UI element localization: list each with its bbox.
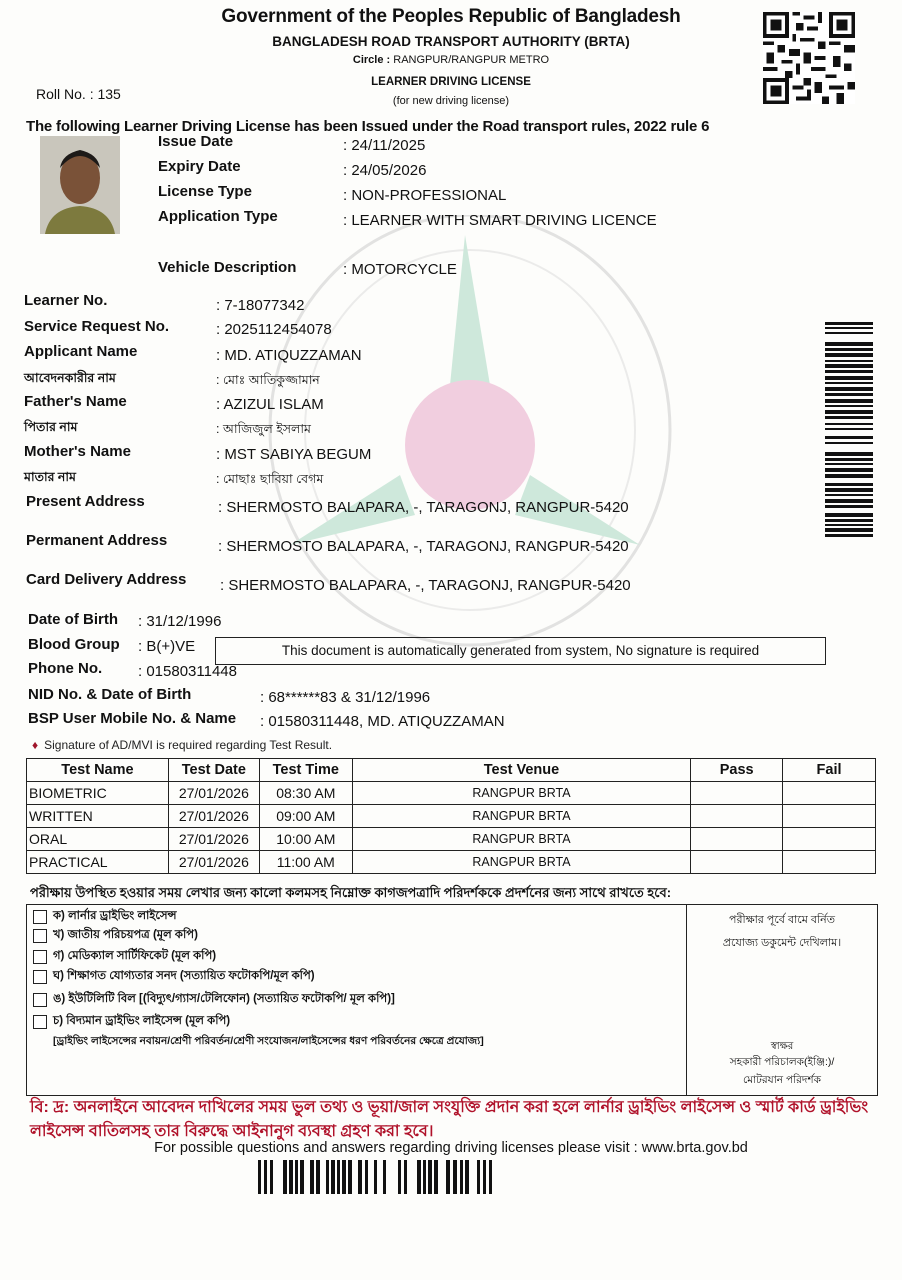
test-venue: RANGPUR BRTA bbox=[352, 828, 690, 851]
fail-cell bbox=[783, 805, 876, 828]
license-type-label: License Type bbox=[158, 183, 252, 200]
nid-value: : 68******83 & 31/12/1996 bbox=[260, 689, 431, 706]
test-schedule-table bbox=[26, 758, 876, 874]
col-pass: Pass bbox=[691, 759, 783, 782]
checkbox-existing-license[interactable] bbox=[33, 1015, 47, 1029]
applicant-name-bn-label: আবেদনকারীর নাম bbox=[24, 371, 116, 385]
system-generated-notice: This document is automatically generated from system, No signature is required bbox=[215, 637, 826, 665]
doc-item-existing-license bbox=[33, 1012, 230, 1031]
mother-name-bn-label: মাতার নাম bbox=[24, 470, 76, 484]
mother-name-bn-value: : মোছাঃ ছাবিয়া বেগম bbox=[216, 472, 324, 486]
learner-no-value: : 7-18077342 bbox=[216, 297, 305, 314]
roll-label: Roll No. bbox=[36, 86, 86, 102]
blood-group-value: : B(+)VE bbox=[138, 638, 196, 655]
col-test-time: Test Time bbox=[259, 759, 352, 782]
card-delivery-address-label: Card Delivery Address bbox=[26, 571, 187, 588]
test-date: 27/01/2026 bbox=[168, 828, 259, 851]
test-name: ORAL bbox=[27, 828, 169, 851]
signature-note-text: Signature of AD/MVI is required regarding Test Result. bbox=[44, 738, 333, 752]
test-time: 09:00 AM bbox=[259, 805, 352, 828]
expiry-date-label: Expiry Date bbox=[158, 158, 241, 175]
issue-date-label: Issue Date bbox=[158, 133, 234, 150]
test-date: 27/01/2026 bbox=[168, 805, 259, 828]
checkbox-learner-license[interactable] bbox=[33, 910, 47, 924]
doc-item-education bbox=[33, 967, 315, 986]
nid-label: NID No. & Date of Birth bbox=[28, 686, 192, 703]
test-venue: RANGPUR BRTA bbox=[352, 782, 690, 805]
table-row bbox=[27, 828, 876, 851]
pass-cell bbox=[691, 782, 783, 805]
application-type-value: : LEARNER WITH SMART DRIVING LICENCE bbox=[343, 212, 657, 229]
vehicle-description-label: Vehicle Description bbox=[158, 259, 297, 276]
service-request-value: : 2025112454078 bbox=[216, 321, 332, 338]
barcode-icon bbox=[258, 1160, 668, 1194]
checkbox-utility-bill[interactable] bbox=[33, 993, 47, 1007]
fail-cell bbox=[783, 851, 876, 874]
signatory-title-1: সহকারী পরিচালক(ইঞ্জি:)/ bbox=[729, 1056, 835, 1068]
pass-cell bbox=[691, 805, 783, 828]
signature-label: স্বাক্ষর bbox=[770, 1041, 794, 1052]
test-venue: RANGPUR BRTA bbox=[352, 851, 690, 874]
blood-group-label: Blood Group bbox=[28, 636, 120, 653]
applicant-photo bbox=[40, 136, 120, 234]
permanent-address-label: Permanent Address bbox=[26, 532, 168, 549]
application-type-label: Application Type bbox=[158, 208, 278, 225]
bsp-label: BSP User Mobile No. & Name bbox=[28, 710, 237, 727]
checkbox-nid[interactable] bbox=[33, 929, 47, 943]
father-name-bn-value: : আজিজুল ইসলাম bbox=[216, 422, 311, 436]
card-delivery-address-value: : SHERMOSTO BALAPARA, -, TARAGONJ, RANGPUR-5420 bbox=[220, 577, 631, 594]
col-test-name: Test Name bbox=[27, 759, 169, 782]
test-date: 27/01/2026 bbox=[168, 782, 259, 805]
vehicle-description-value: : MOTORCYCLE bbox=[343, 261, 457, 278]
table-row bbox=[27, 782, 876, 805]
circle-value: RANGPUR/RANGPUR METRO bbox=[393, 54, 550, 66]
col-fail: Fail bbox=[783, 759, 876, 782]
doc-item-utility-bill bbox=[33, 990, 395, 1009]
table-row bbox=[27, 805, 876, 828]
applicability-note: [ড্রাইভিং লাইসেন্সের নবায়ন/শ্রেণী পরিবর্তন/শ্রেণী সংযোজন/লাইসেন্সের ধরণ পরিবর্তনের ক্ষেত্রে প্রযোজ্য] bbox=[53, 1035, 484, 1047]
documents-instruction: পরীক্ষায় উপস্থিত হওয়ার সময় লেখার জন্য কালো কলমসহ নিম্নোক্ত কাগজপত্রাদি পরিদর্শককে প্রদর্শনের জন্য সাথে রাখতে হবে: bbox=[30, 885, 672, 900]
roll-value: : 135 bbox=[89, 86, 121, 102]
applicant-name-label: Applicant Name bbox=[24, 343, 138, 360]
applicant-name-bn-value: : মোঃ আতিকুজ্জামান bbox=[216, 373, 320, 387]
test-name: BIOMETRIC bbox=[27, 782, 169, 805]
vertical-barcode-icon bbox=[825, 322, 873, 614]
present-address-value: : SHERMOSTO BALAPARA, -, TARAGONJ, RANGPUR-5420 bbox=[218, 499, 629, 516]
bsp-value: : 01580311448, MD. ATIQUZZAMAN bbox=[260, 713, 505, 730]
pass-cell bbox=[691, 828, 783, 851]
present-address-label: Present Address bbox=[26, 493, 145, 510]
applicant-name-value: : MD. ATIQUZZAMAN bbox=[216, 347, 362, 364]
person-photo-icon bbox=[40, 136, 120, 234]
father-name-label: Father's Name bbox=[24, 393, 127, 410]
mother-name-value: : MST SABIYA BEGUM bbox=[216, 446, 372, 463]
test-name: PRACTICAL bbox=[27, 851, 169, 874]
doc-item-nid bbox=[33, 926, 198, 945]
license-type-value: : NON-PROFESSIONAL bbox=[343, 187, 507, 204]
service-request-label: Service Request No. bbox=[24, 318, 170, 335]
circle-label: Circle : bbox=[352, 54, 391, 66]
footer-visit-text: For possible questions and answers regarding driving licenses please visit : www.brta.gov.bd bbox=[154, 1140, 748, 1156]
verify-line-2: প্রযোজ্য ডকুমেন্ট দেখিলাম। bbox=[722, 937, 842, 949]
table-header-row bbox=[27, 759, 876, 782]
signatory-title-2: মোটরযান পরিদর্শক bbox=[743, 1074, 821, 1086]
document-subtitle: (for new driving license) bbox=[392, 95, 510, 107]
document-title: LEARNER DRIVING LICENSE bbox=[371, 76, 531, 88]
phone-value: : 01580311448 bbox=[138, 663, 237, 680]
false-information-warning: বি: দ্র: অনলাইনে আবেদন দাখিলের সময় ভুল তথ্য ও ভূয়া/জাল সংযুক্তি প্রদান করা হলে লার্নার ড্রাইভিং লাইসেন্স ও স্মার্ট কার্ড ড্রাইভিং লাইসেন্স বাতিলসহ তার বিরুদ্ধে আইনানুগ ব্যবস্থা গ্রহণ করা হবে। bbox=[30, 1099, 869, 1140]
doc-item-label: ঙ) ইউটিলিটি বিল [(বিদ্যুৎ/গ্যাস/টেলিফোন) (সত্যায়িত ফটোকপি/ মূল কপি)] bbox=[53, 993, 395, 1005]
issuance-statement: The following Learner Driving License has been Issued under the Road transport rules, 2022 rule 6 bbox=[26, 118, 710, 135]
expiry-date-value: : 24/05/2026 bbox=[343, 162, 427, 179]
issue-date-value: : 24/11/2025 bbox=[343, 137, 426, 154]
verify-line-1: পরীক্ষার পূর্বে বামে বর্নিত bbox=[729, 914, 835, 926]
doc-item-medical bbox=[33, 947, 216, 966]
test-name: WRITTEN bbox=[27, 805, 169, 828]
doc-item-learner-license bbox=[33, 907, 177, 926]
father-name-bn-label: পিতার নাম bbox=[24, 420, 78, 434]
dob-label: Date of Birth bbox=[28, 611, 118, 628]
authority-name: BANGLADESH ROAD TRANSPORT AUTHORITY (BRTA) bbox=[272, 34, 630, 49]
test-time: 08:30 AM bbox=[259, 782, 352, 805]
learner-no-label: Learner No. bbox=[24, 292, 108, 309]
required-documents-box bbox=[26, 904, 878, 1096]
father-name-value: : AZIZUL ISLAM bbox=[216, 396, 324, 413]
roll-number bbox=[36, 86, 121, 102]
permanent-address-value: : SHERMOSTO BALAPARA, -, TARAGONJ, RANGPUR-5420 bbox=[218, 538, 629, 555]
fail-cell bbox=[783, 782, 876, 805]
checkbox-education[interactable] bbox=[33, 970, 47, 984]
pass-cell bbox=[691, 851, 783, 874]
doc-item-label: ঘ) শিক্ষাগত যোগ্যতার সনদ (সত্যায়িত ফটোকপি/মূল কপি) bbox=[53, 970, 315, 982]
doc-item-label: গ) মেডিক্যাল সার্টিফিকেট (মূল কপি) bbox=[53, 950, 217, 962]
doc-item-label: ক) লার্নার ড্রাইভিং লাইসেন্স bbox=[53, 910, 177, 922]
test-time: 10:00 AM bbox=[259, 828, 352, 851]
inspector-verification-panel bbox=[686, 905, 877, 1095]
bullet-icon: ♦ bbox=[32, 738, 39, 752]
dob-value: : 31/12/1996 bbox=[138, 613, 222, 630]
test-time: 11:00 AM bbox=[259, 851, 352, 874]
fail-cell bbox=[783, 828, 876, 851]
test-date: 27/01/2026 bbox=[168, 851, 259, 874]
doc-item-label: চ) বিদ্যমান ড্রাইভিং লাইসেন্স (মূল কপি) bbox=[53, 1015, 231, 1027]
table-row bbox=[27, 851, 876, 874]
brta-watermark-logo bbox=[260, 215, 680, 675]
qr-code-icon bbox=[762, 12, 856, 104]
government-title: Government of the Peoples Republic of Bangladesh bbox=[221, 6, 681, 27]
phone-label: Phone No. bbox=[28, 660, 103, 677]
checkbox-medical[interactable] bbox=[33, 950, 47, 964]
col-test-venue: Test Venue bbox=[352, 759, 690, 782]
mother-name-label: Mother's Name bbox=[24, 443, 131, 460]
col-test-date: Test Date bbox=[168, 759, 259, 782]
doc-item-label: খ) জাতীয় পরিচয়পত্র (মূল কপি) bbox=[53, 929, 198, 941]
test-venue: RANGPUR BRTA bbox=[352, 805, 690, 828]
signature-note bbox=[32, 738, 332, 752]
